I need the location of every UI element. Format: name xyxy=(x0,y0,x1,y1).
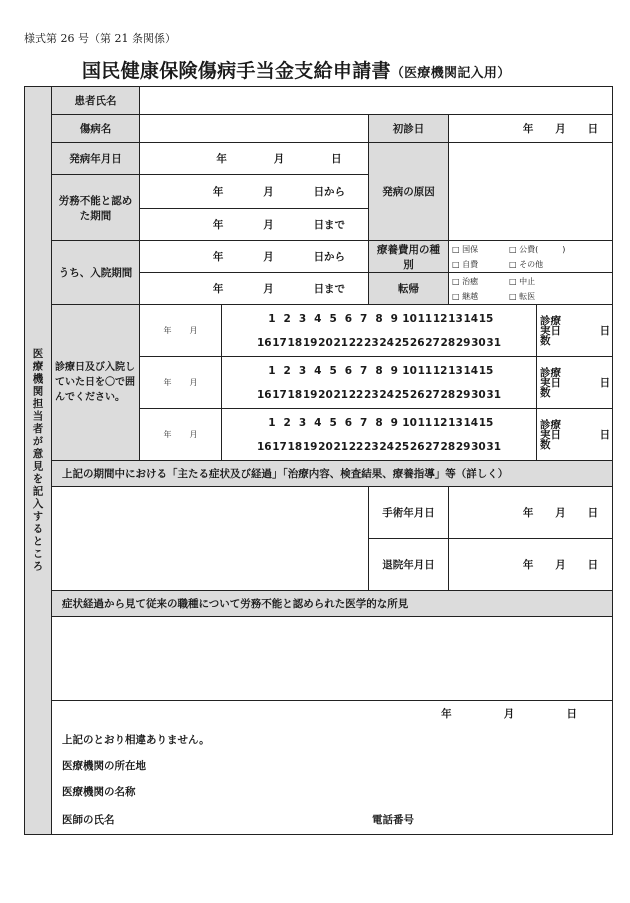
year-unit: 年 xyxy=(212,283,224,295)
form-title-sub: （医療機関記入用） xyxy=(390,66,511,81)
calendar-day[interactable]: 21 xyxy=(333,388,349,401)
symptoms-label: 上記の期間中における「主たる症状及び経過」「治療内容、検査結果、療養指導」等（詳しく） xyxy=(52,461,613,487)
form-title xyxy=(82,56,511,83)
calendar-day[interactable]: 19 xyxy=(302,440,318,453)
calendar-day[interactable]: 12 xyxy=(432,364,448,377)
year-unit: 年 xyxy=(441,708,452,721)
opinion-label: 症状経過から見て従来の職種について労務不能と認められた医学的な所見 xyxy=(52,591,613,617)
calendar-day[interactable]: 4 xyxy=(314,364,322,377)
calendar-days[interactable] xyxy=(222,409,537,461)
day-unit: 日 xyxy=(331,153,342,165)
calendar-day[interactable]: 28 xyxy=(440,336,456,349)
calendar-day[interactable]: 17 xyxy=(272,440,287,453)
calendar-day[interactable]: 4 xyxy=(314,416,322,429)
opinion-field[interactable] xyxy=(52,617,613,701)
day-unit: 日 xyxy=(587,507,599,519)
calendar-day[interactable]: 20 xyxy=(318,336,333,349)
calendar-day[interactable]: 5 xyxy=(329,312,337,325)
calendar-day[interactable]: 2 xyxy=(283,312,291,325)
year-unit: 年 xyxy=(212,219,224,231)
calendar-day[interactable]: 18 xyxy=(287,336,303,349)
calendar-day[interactable]: 29 xyxy=(455,440,471,453)
calendar-day[interactable]: 22 xyxy=(348,388,364,401)
calendar-days-row1[interactable] xyxy=(222,307,536,331)
calendar-day[interactable]: 9 xyxy=(390,416,398,429)
cost-option-other[interactable]: □ その他 xyxy=(509,259,544,269)
day-unit: 日 xyxy=(587,559,599,571)
calendar-day[interactable]: 9 xyxy=(390,364,398,377)
actual-days-field[interactable] xyxy=(537,409,613,461)
actual-days-field[interactable] xyxy=(537,357,613,409)
calendar-day[interactable]: 5 xyxy=(329,364,337,377)
month-unit: 月 xyxy=(273,153,285,165)
calendar-day[interactable]: 27 xyxy=(425,388,440,401)
side-label: 医療機関担当者が意見を記入するところ xyxy=(25,87,52,835)
day-from-unit: 日から xyxy=(313,186,346,198)
discharge-date-label: 退院年月日 xyxy=(369,539,449,591)
calendar-days-row2[interactable] xyxy=(222,331,536,355)
calendar-day[interactable]: 3 xyxy=(298,312,307,325)
actual-days-field[interactable] xyxy=(537,305,613,357)
actual-days-unit: 日 xyxy=(599,377,611,389)
calendar-day[interactable]: 21 xyxy=(333,440,349,453)
first-visit-label: 初診日 xyxy=(369,115,449,143)
surgery-date-label: 手術年月日 xyxy=(369,487,449,539)
calendar-day[interactable]: 15 xyxy=(478,416,494,429)
form-number: 様式第 26 号（第 21 条関係） xyxy=(24,32,176,45)
year-unit: 年 xyxy=(216,153,227,165)
phone-label: 電話番号 xyxy=(372,813,414,826)
calendar-day[interactable]: 10 xyxy=(402,312,417,325)
calendar-day[interactable]: 10 xyxy=(402,364,417,377)
calendar-day[interactable]: 23 xyxy=(364,440,379,453)
calendar-month-field[interactable] xyxy=(140,305,222,357)
calendar-day[interactable]: 7 xyxy=(360,364,368,377)
calendar-month-field[interactable] xyxy=(140,357,222,409)
cost-option-self[interactable]: □ 自費 xyxy=(452,259,479,269)
medical-cost-label: 療養費用の種別 xyxy=(369,241,449,273)
month-unit: 月 xyxy=(189,430,198,439)
onset-date-label: 発病年月日 xyxy=(52,143,140,175)
calendar-day[interactable]: 14 xyxy=(463,312,479,325)
calendar-day[interactable]: 31 xyxy=(486,388,502,401)
year-unit: 年 xyxy=(163,326,172,335)
calendar-day[interactable]: 26 xyxy=(409,388,425,401)
calendar-day[interactable]: 19 xyxy=(302,388,318,401)
calendar-day[interactable]: 26 xyxy=(409,440,425,453)
hospitalization-from-field[interactable] xyxy=(140,241,369,273)
application-form xyxy=(24,86,613,835)
cost-option-public[interactable]: □ 公費( ) xyxy=(509,244,566,254)
calendar-day[interactable]: 25 xyxy=(394,388,410,401)
year-unit: 年 xyxy=(212,251,224,263)
outcome-option-stopped[interactable]: □ 中止 xyxy=(509,276,536,286)
calendar-day[interactable]: 13 xyxy=(448,364,463,377)
year-unit: 年 xyxy=(163,378,172,387)
calendar-day[interactable]: 7 xyxy=(360,312,368,325)
day-until-unit: 日まで xyxy=(313,283,346,295)
calendar-day[interactable]: 3 xyxy=(298,364,307,377)
doctor-name-label: 医師の氏名 xyxy=(62,813,115,826)
work-incapacity-until-field[interactable] xyxy=(140,209,369,241)
medical-cost-options xyxy=(449,241,613,273)
calendar-day[interactable]: 15 xyxy=(478,364,494,377)
calendar-day[interactable]: 2 xyxy=(283,416,291,429)
hospitalization-label: うち、入院期間 xyxy=(52,241,140,305)
cause-field[interactable] xyxy=(449,143,613,241)
calendar-day[interactable]: 17 xyxy=(272,336,287,349)
calendar-day[interactable]: 31 xyxy=(486,336,502,349)
calendar-day[interactable]: 8 xyxy=(375,312,383,325)
onset-date-field[interactable] xyxy=(140,143,369,175)
calendar-day[interactable]: 1 xyxy=(268,416,276,429)
day-until-unit: 日まで xyxy=(313,219,346,231)
month-unit: 月 xyxy=(555,123,566,135)
calendar-day[interactable]: 24 xyxy=(379,388,394,401)
year-unit: 年 xyxy=(522,507,534,519)
calendar-day[interactable]: 21 xyxy=(333,336,349,349)
calendar-day[interactable]: 7 xyxy=(360,416,368,429)
calendar-day[interactable]: 23 xyxy=(364,336,379,349)
calendar-day[interactable]: 30 xyxy=(471,336,486,349)
calendar-day[interactable]: 16 xyxy=(256,440,272,453)
calendar-day[interactable]: 31 xyxy=(486,440,502,453)
month-unit: 月 xyxy=(263,283,274,295)
year-unit: 年 xyxy=(163,430,172,439)
month-unit: 月 xyxy=(263,219,274,231)
actual-days-label: 診療実日数 xyxy=(540,366,561,399)
calendar-day[interactable]: 16 xyxy=(256,388,272,401)
calendar-days-row1[interactable] xyxy=(222,359,536,383)
calendar-day[interactable]: 12 xyxy=(432,416,448,429)
cause-label: 発病の原因 xyxy=(369,143,449,241)
calendar-day[interactable]: 6 xyxy=(344,364,353,377)
doctor-signature-row xyxy=(52,805,613,835)
calendar-day[interactable]: 18 xyxy=(287,388,303,401)
calendar-day[interactable]: 22 xyxy=(348,440,364,453)
month-unit: 月 xyxy=(189,378,198,387)
certification-date-field[interactable] xyxy=(52,701,613,727)
actual-days-unit: 日 xyxy=(599,429,611,441)
disease-name-field[interactable] xyxy=(140,115,369,143)
calendar-days-row2[interactable] xyxy=(222,435,536,459)
calendar-month-field[interactable] xyxy=(140,409,222,461)
calendar-day[interactable]: 1 xyxy=(268,312,276,325)
calendar-days[interactable] xyxy=(222,357,537,409)
form-title-main: 国民健康保険傷病手当金支給申請書 xyxy=(82,60,391,82)
calendar-day[interactable]: 17 xyxy=(272,388,287,401)
calendar-day[interactable]: 20 xyxy=(318,388,333,401)
calendar-day[interactable]: 20 xyxy=(318,440,333,453)
calendar-day[interactable]: 14 xyxy=(463,416,479,429)
certification-statement: 上記のとおり相違ありません。 xyxy=(52,727,613,753)
disease-name-label: 傷病名 xyxy=(52,115,140,143)
hospitalization-until-field[interactable] xyxy=(140,273,369,305)
day-unit: 日 xyxy=(566,708,577,721)
calendar-days[interactable] xyxy=(222,305,537,357)
calendar-day[interactable]: 8 xyxy=(375,364,383,377)
outcome-option-continued[interactable]: □ 継越 xyxy=(452,291,479,301)
calendar-day[interactable]: 11 xyxy=(417,364,433,377)
calendar-day[interactable]: 22 xyxy=(348,336,364,349)
calendar-day[interactable]: 9 xyxy=(390,312,398,325)
discharge-date-field[interactable] xyxy=(449,539,613,591)
calendar-day[interactable]: 18 xyxy=(287,440,303,453)
cost-option-kokuho[interactable]: □ 国保 xyxy=(452,244,479,254)
calendar-day[interactable]: 13 xyxy=(448,312,463,325)
calendar-day[interactable]: 8 xyxy=(375,416,383,429)
calendar-day[interactable]: 30 xyxy=(471,440,486,453)
institution-name-label: 医療機関の名称 xyxy=(52,779,613,805)
work-incapacity-from-field[interactable] xyxy=(140,175,369,209)
calendar-day[interactable]: 26 xyxy=(409,336,425,349)
outcome-options xyxy=(449,273,613,305)
calendar-day[interactable]: 23 xyxy=(364,388,379,401)
year-unit: 年 xyxy=(522,123,534,135)
month-unit: 月 xyxy=(503,708,515,721)
calendar-day[interactable]: 29 xyxy=(455,336,471,349)
month-unit: 月 xyxy=(263,251,274,263)
calendar-day[interactable]: 15 xyxy=(478,312,494,325)
institution-address-label: 医療機関の所在地 xyxy=(52,753,613,779)
patient-name-label: 患者氏名 xyxy=(52,87,140,115)
actual-days-label: 診療実日数 xyxy=(540,314,561,347)
calendar-day[interactable]: 25 xyxy=(394,336,410,349)
outcome-option-transferred[interactable]: □ 転医 xyxy=(509,291,536,301)
calendar-day[interactable]: 10 xyxy=(402,416,417,429)
actual-days-label: 診療実日数 xyxy=(540,418,561,451)
calendar-day[interactable]: 6 xyxy=(344,416,353,429)
work-incapacity-label: 労務不能と認めた期間 xyxy=(52,175,140,241)
visit-days-label: 診療日及び入院していた日を〇で囲んでください。 xyxy=(52,305,140,461)
calendar-day[interactable]: 24 xyxy=(379,440,394,453)
calendar-day[interactable]: 11 xyxy=(417,312,433,325)
calendar-day[interactable]: 29 xyxy=(455,388,471,401)
outcome-option-cured[interactable]: □ 治癒 xyxy=(452,276,479,286)
calendar-day[interactable]: 2 xyxy=(283,364,291,377)
first-visit-date-field[interactable] xyxy=(449,115,613,143)
calendar-day[interactable]: 13 xyxy=(448,416,463,429)
calendar-day[interactable]: 28 xyxy=(440,440,456,453)
month-unit: 月 xyxy=(555,559,566,571)
year-unit: 年 xyxy=(522,559,534,571)
calendar-day[interactable]: 27 xyxy=(425,336,440,349)
calendar-day[interactable]: 25 xyxy=(394,440,410,453)
calendar-day[interactable]: 16 xyxy=(256,336,272,349)
patient-name-field[interactable] xyxy=(140,87,613,115)
calendar-day[interactable]: 27 xyxy=(425,440,440,453)
outcome-label: 転帰 xyxy=(369,273,449,305)
calendar-day[interactable]: 4 xyxy=(314,312,322,325)
calendar-day[interactable]: 5 xyxy=(329,416,337,429)
calendar-days-row1[interactable] xyxy=(222,411,536,435)
calendar-day[interactable]: 11 xyxy=(417,416,433,429)
symptoms-field[interactable] xyxy=(52,487,369,591)
calendar-day[interactable]: 14 xyxy=(463,364,479,377)
actual-days-unit: 日 xyxy=(599,325,611,337)
calendar-day[interactable]: 19 xyxy=(302,336,318,349)
surgery-date-field[interactable] xyxy=(449,487,613,539)
day-from-unit: 日から xyxy=(313,251,346,263)
month-unit: 月 xyxy=(555,507,566,519)
calendar-days-row2[interactable] xyxy=(222,383,536,407)
calendar-day[interactable]: 12 xyxy=(432,312,448,325)
calendar-day[interactable]: 28 xyxy=(440,388,456,401)
day-unit: 日 xyxy=(587,123,599,135)
calendar-day[interactable]: 6 xyxy=(344,312,353,325)
calendar-day[interactable]: 1 xyxy=(268,364,276,377)
calendar-day[interactable]: 30 xyxy=(471,388,486,401)
calendar-day[interactable]: 3 xyxy=(298,416,307,429)
month-unit: 月 xyxy=(189,326,198,335)
month-unit: 月 xyxy=(263,186,274,198)
calendar-day[interactable]: 24 xyxy=(379,336,394,349)
year-unit: 年 xyxy=(212,186,224,198)
